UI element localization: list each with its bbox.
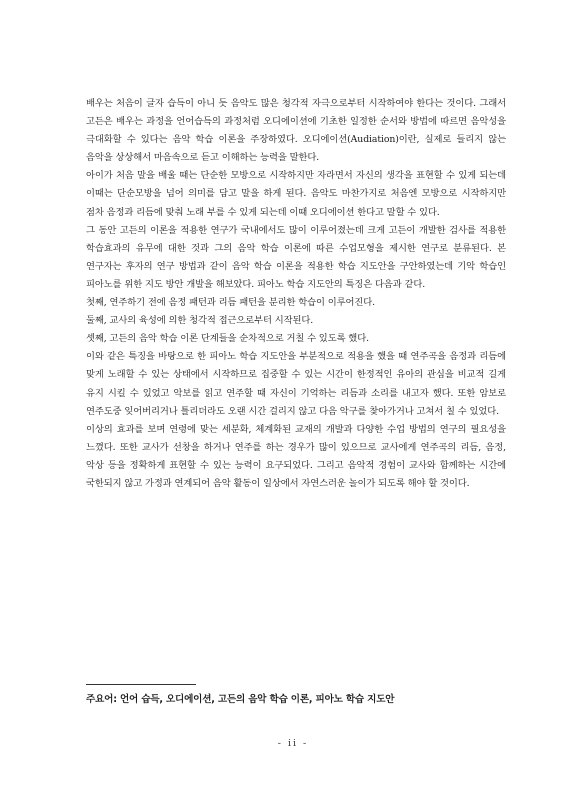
feature-item-2: 둘째, 교사의 육성에 의한 청각적 접근으로부터 시작된다. bbox=[86, 315, 314, 327]
paragraph-1: 배우는 처음이 글자 습득이 아니 듯 음악도 많은 청각적 자극으로부터 시작하여야 한다는 것이다. 그래서 고든은 배우는 과정을 언어습득의 과정처럼 오디에이션에 기초한 일정한 순서와 방법에 따르면 음악성을 극대화할 수 있다는 음악 학습 이론을 주장하였다. 오디에이션(Audiation)이란, 실제로 들리지 않는 음악을 상상해서 마음속으로 듣고 이해하는 능력을 말한다. bbox=[86, 98, 506, 164]
page-number: - ii - bbox=[277, 738, 309, 749]
keywords-line: 주요어: 언어 습득, 오디에이션, 고든의 음악 학습 이론, 피아노 학습 지도안 bbox=[86, 694, 395, 705]
feature-item-1: 첫째, 연주하기 전에 음정 패턴과 리듬 패턴을 분리한 학습이 이루어진다. bbox=[86, 297, 375, 309]
paragraph-3: 그 동안 고든의 이론을 적용한 연구가 국내에서도 많이 이루어졌는데 크게 고든이 개발한 검사를 적용한 학습효과의 유무에 대한 것과 그의 음악 학습 이론에 따른 수업모형을 제시한 연구로 분류된다. 본 연구자는 후자의 연구 방법과 같이 음악 학습 이론을 적용한 학습 지도안을 구안하였는데 기악 학습인 피아노를 위한 지도 방안 개발을 해보았다. 피아노 학습 지도안의 특징은 다음과 같다. bbox=[86, 224, 506, 290]
paragraph-4: 이와 같은 특징을 바탕으로 한 피아노 학습 지도안을 부분적으로 적용을 했을 때 연주곡을 음정과 리듬에 맞게 노래할 수 있는 상태에서 시작하므로 집중할 수 있는 시간이 한정적인 유아의 관심을 비교적 길게 유지 시킬 수 있었고 악보를 읽고 연주할 때 자신이 기억하는 리듬과 소리를 내고자 했다. 또한 암보로 연주도중 잊어버리거나 틀리더라도 오랜 시간 걸리지 않고 다음 악구를 찾아가거나 고쳐서 칠 수 있었다. bbox=[86, 351, 506, 417]
paragraph-2: 아이가 처음 말을 배울 때는 단순한 모방으로 시작하지만 자라면서 자신의 생각을 표현할 수 있게 되는데 이때는 단순모방을 넘어 의미를 담고 말을 하게 된다. 음악도 마찬가지로 처음엔 모방으로 시작하지만 점차 음정과 리듬에 맞춰 노래 부를 수 있게 되는데 이때 오디에이션 한다고 말할 수 있다. bbox=[86, 170, 506, 218]
keywords-divider bbox=[86, 684, 196, 685]
abstract-body bbox=[86, 95, 506, 493]
paragraph-5: 이상의 효과를 보며 연령에 맞는 세분화, 체계화된 교재의 개발과 다양한 수업 방법의 연구의 필요성을 느꼈다. 또한 교사가 선창을 하거나 연주를 하는 경우가 많이 있으므로 교사에게 연주곡의 리듬, 음정, 악상 등을 정확하게 표현할 수 있는 능력이 요구되었다. 그리고 음악적 경험이 교사와 함께하는 시간에 국한되지 않고 가정과 연계되어 음악 활동이 일상에서 자연스러운 놀이가 되도록 해야 할 것이다. bbox=[86, 423, 506, 489]
feature-item-3: 셋째, 고든의 음악 학습 이론 단계들을 순차적으로 거칠 수 있도록 했다. bbox=[86, 333, 369, 345]
